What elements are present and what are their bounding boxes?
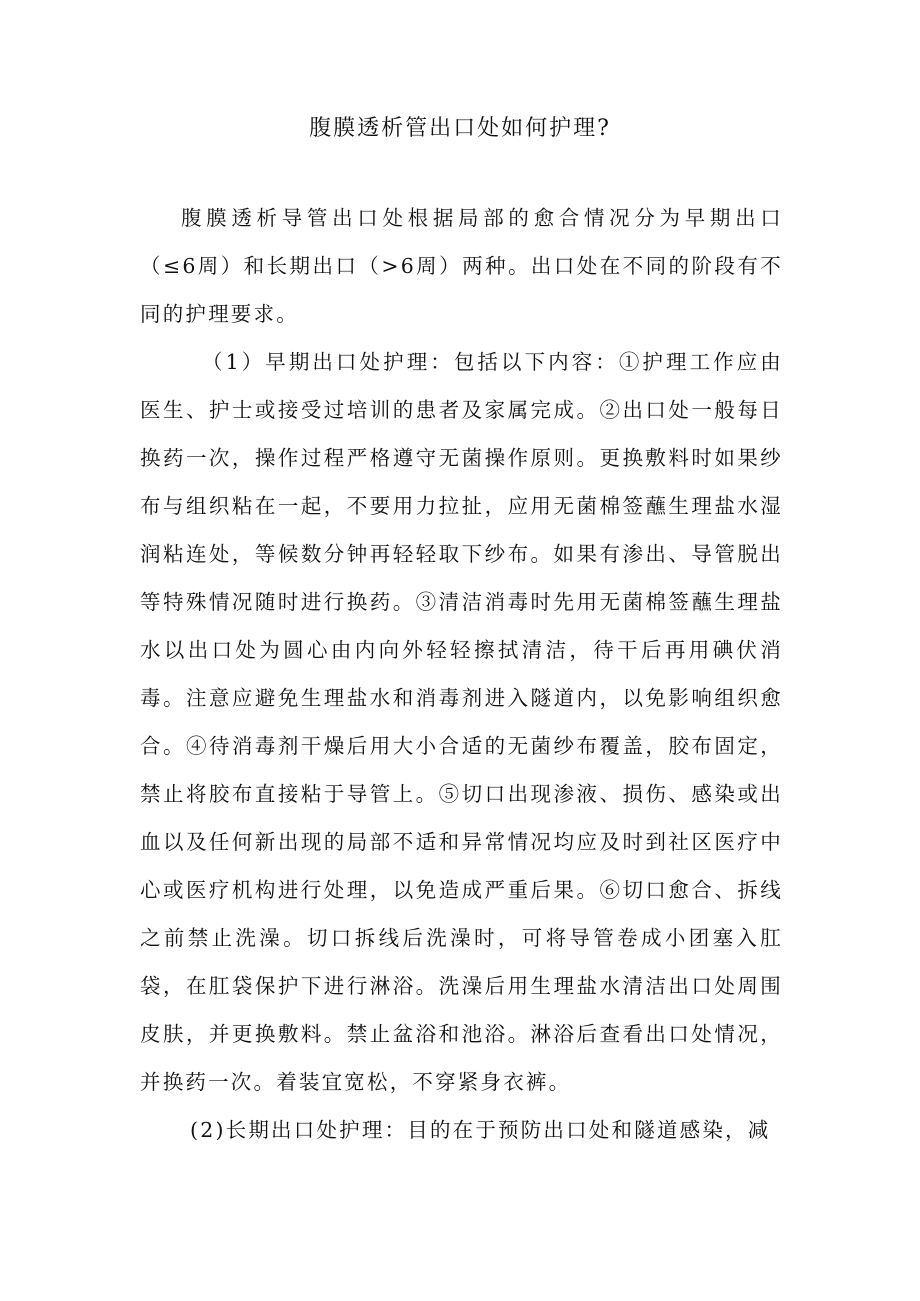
document-title: 腹膜透析管出口处如何护理?	[309, 116, 611, 141]
document-body	[140, 194, 783, 1154]
paragraph-intro: 腹膜透析导管出口处根据局部的愈合情况分为早期出口（≤6周）和长期出口（>6周）两种。出口处在不同的阶段有不同的护理要求。	[140, 206, 783, 326]
paragraph-long-term-exit-care: (2)长期出口处护理：目的在于预防出口处和隧道感染，减	[190, 1118, 771, 1142]
paragraph-early-exit-care: （1）早期出口处护理：包括以下内容：①护理工作应由医生、护士或接受过培训的患者及家属完成。②出口处一般每日换药一次，操作过程严格遵守无菌操作原则。更换敷料时如果纱布与组织粘在一起，不要用力拉扯，应用无菌棉签蘸生理盐水湿润粘连处，等候数分钟再轻轻取下纱布。如果有渗出、导管脱出等特殊情况随时进行换药。③清洁消毒时先用无菌棉签蘸生理盐水以出口处为圆心由内向外轻轻擦拭清洁，待干后再用碘伏消毒。注意应避免生理盐水和消毒剂进入隧道内，以免影响组织愈合。④待消毒剂干燥后用大小合适的无菌纱布覆盖，胶布固定，禁止将胶布直接粘于导管上。⑤切口出现渗液、损伤、感染或出血以及任何新出现的局部不适和异常情况均应及时到社区医疗中心或医疗机构进行处理，以免造成严重后果。⑥切口愈合、拆线之前禁止洗澡。切口拆线后洗澡时，可将导管卷成小团塞入肛袋，在肛袋保护下进行淋浴。洗澡后用生理盐水清洁出口处周围皮肤，并更换敷料。禁止盆浴和池浴。淋浴后查看出口处情况，并换药一次。着装宜宽松，不穿紧身衣裤。	[140, 350, 783, 1094]
